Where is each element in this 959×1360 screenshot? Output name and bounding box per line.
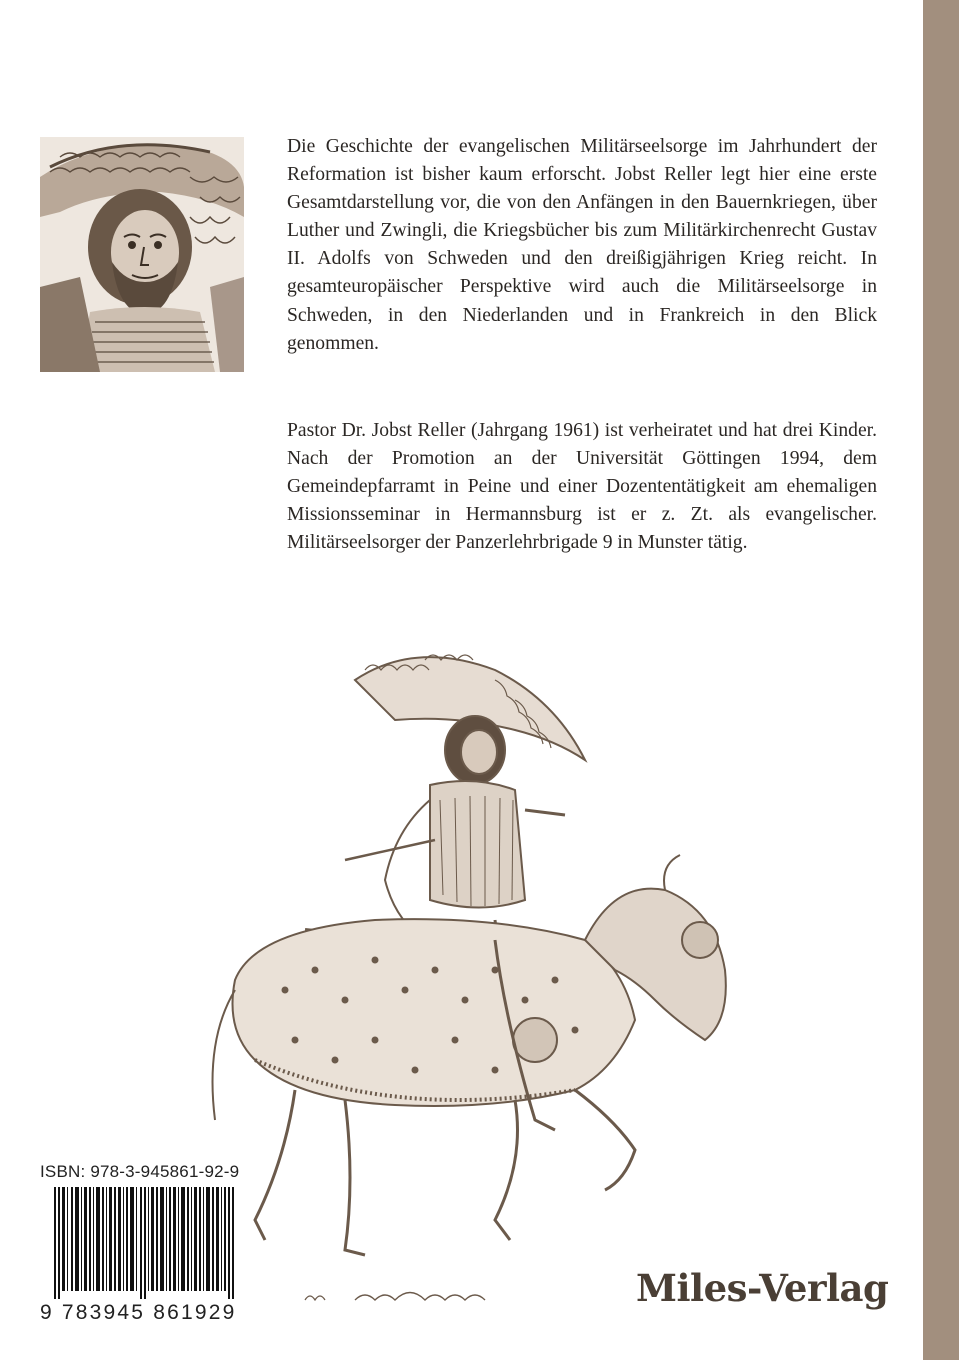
barcode-number: 9 783945 861929	[40, 1301, 248, 1325]
knight-on-horse-illustration	[195, 640, 755, 1350]
back-cover-blurb: Die Geschichte der evangelischen Militärseelsorge im Jahrhundert der Reformation ist bisher kaum erforscht. Jobst Reller legt hier eine erste Gesamtdarstellung vor, die von den Anfängen in den Bauernkriegen, über Luther und Zwingli, die Kriegsbücher bis zum Militärkirchenrecht Gustav II. Adolfs von Schweden und den dreißigjährigen Krieg reicht. In gesamteuropäischer Perspektive wird auch die Militärseelsorge in Schweden, in den Niederlanden und in Frankreich in den Blick genommen.	[287, 136, 877, 354]
author-bio: Pastor Dr. Jobst Reller (Jahrgang 1961) ist verheiratet und hat drei Kinder. Nach der Promotion an der Universität Göttingen 1994, dem Gemeindepfarramt in Peine und einer Dozententätigkeit am ehemaligen Missionsseminar in Hermannsburg ist er z. Zt. als evangelischer. Militärseelsorger der Panzerlehrbrigade 9 in Munster tätig.	[287, 420, 877, 554]
portrait-engraving	[40, 137, 244, 372]
isbn-label: ISBN: 978-3-945861-92-9	[40, 1162, 243, 1182]
publisher-name: Miles-Verlag	[636, 1266, 889, 1310]
book-spine	[923, 0, 959, 1360]
